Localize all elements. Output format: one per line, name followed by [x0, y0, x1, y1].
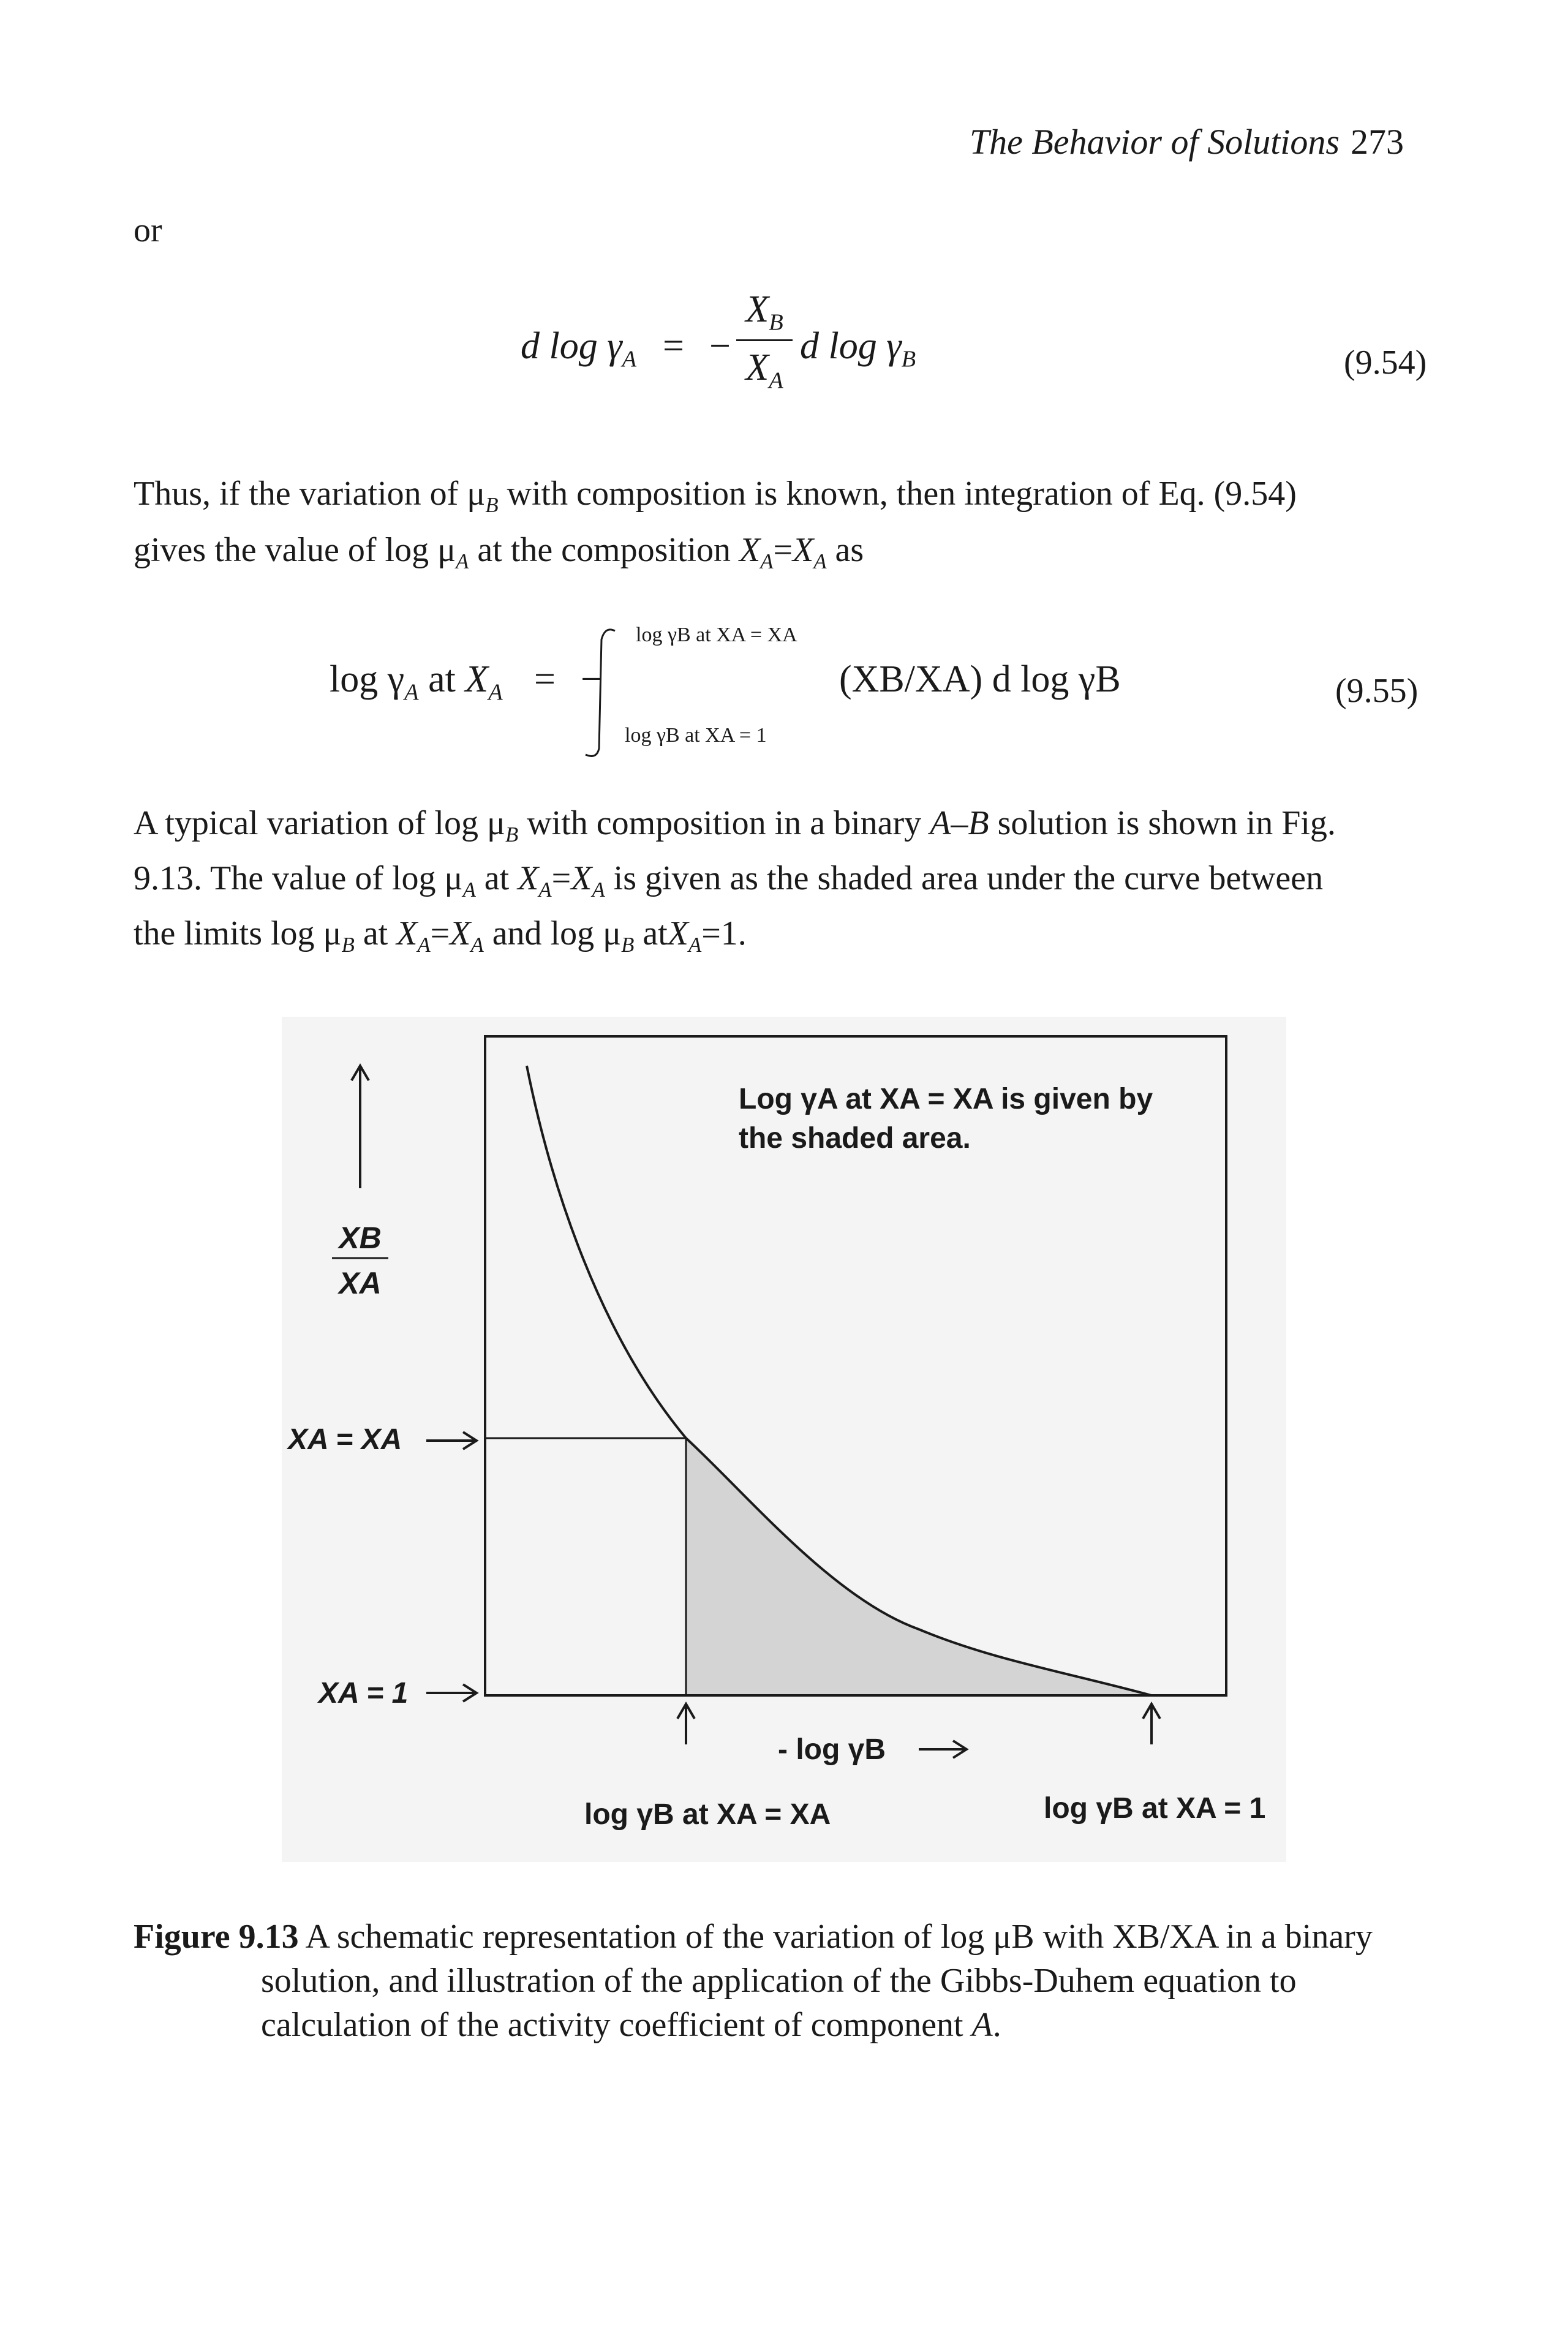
paragraph-1-line-1: Thus, if the variation of $\mu_B$ with composition is known, then integration of Eq. (9.54): [134, 475, 1297, 518]
caption-label: Figure 9.13: [134, 1918, 299, 1956]
eq955-integrand: (XB/XA) d log γB: [839, 658, 1121, 700]
running-head: [970, 121, 1404, 162]
row-label-upper: XA = XA: [288, 1423, 402, 1456]
equation-9-55: [330, 619, 1187, 760]
caption-line-2: solution, and illustration of the application of the Gibbs-Duhem equation to: [261, 1962, 1297, 2000]
row-label-lower: XA = 1: [318, 1677, 409, 1709]
paragraph-2-line-1: A typical variation of $\log \mu_B$ with composition in a binary A–B solution is shown in Fig.: [134, 804, 1336, 847]
eq954-lhs: d $\log \gamma_A$: [521, 325, 637, 372]
annotation-line-2: the shaded area.: [739, 1122, 971, 1155]
eq955-lower-limit: log γB at XA = 1: [625, 724, 767, 747]
eq954-denominator: $X_A$: [745, 347, 783, 394]
caption-line-1: Figure 9.13 A schematic representation of the variation of log μB with XB/XA in a binary: [134, 1918, 1373, 1956]
eq955-equals: =: [534, 658, 556, 700]
x-label-left: log γB at XA = XA: [584, 1798, 831, 1831]
eq954-numerator: $X_B$: [745, 288, 783, 336]
fraction-bar: [736, 339, 793, 341]
annotation-line-1: Log γA at XA = XA is given by: [739, 1083, 1153, 1115]
equation-number-9-55: (9.55): [1335, 672, 1419, 710]
paragraph-2-line-3: the limits $\log \mu_B$ at $X_A=X_A$ and $\log \mu_B$ atX$_A$=1.: [134, 914, 747, 957]
eq954-fraction: [736, 288, 793, 394]
eq955-upper-limit: log γB at XA = XA: [636, 624, 797, 646]
eq954-rhs: d $\log \gamma_B$: [800, 325, 916, 372]
paragraph-1-line-2: gives the value of $\log \mu_A$ at the composition $X_A=X_A$ as: [134, 531, 864, 574]
caption-line-3: calculation of the activity coefficient of component A.: [261, 2006, 1001, 2044]
x-axis-label: - log γB: [778, 1733, 886, 1766]
figure-caption: [134, 1915, 1373, 2047]
equation-9-54: [521, 288, 949, 410]
eq954-equals: =: [663, 325, 684, 367]
equation-number-9-54: (9.54): [1344, 344, 1427, 382]
eq954-minus: −: [709, 325, 731, 367]
running-head-title: The Behavior of Solutions: [969, 122, 1340, 162]
page-number: 273: [1351, 122, 1404, 162]
eq955-minus: −: [581, 658, 602, 700]
paragraph-2-line-2: 9.13. The value of $\log \mu_A$ at $X_A=X_A$ is given as the shaded area under the curve between: [134, 859, 1324, 902]
eq955-lhs: $\log \gamma_A$ at $X_A$: [330, 658, 503, 706]
x-label-right: log γB at XA = 1: [1044, 1792, 1266, 1825]
integral-sign-icon: [581, 626, 624, 761]
y-axis-numerator: XB: [339, 1221, 382, 1255]
y-axis-denominator: XA: [339, 1266, 382, 1300]
figure-diagram: [282, 1017, 1286, 1862]
connector-word: or: [134, 211, 162, 249]
figure-9-13: [282, 1017, 1286, 1862]
